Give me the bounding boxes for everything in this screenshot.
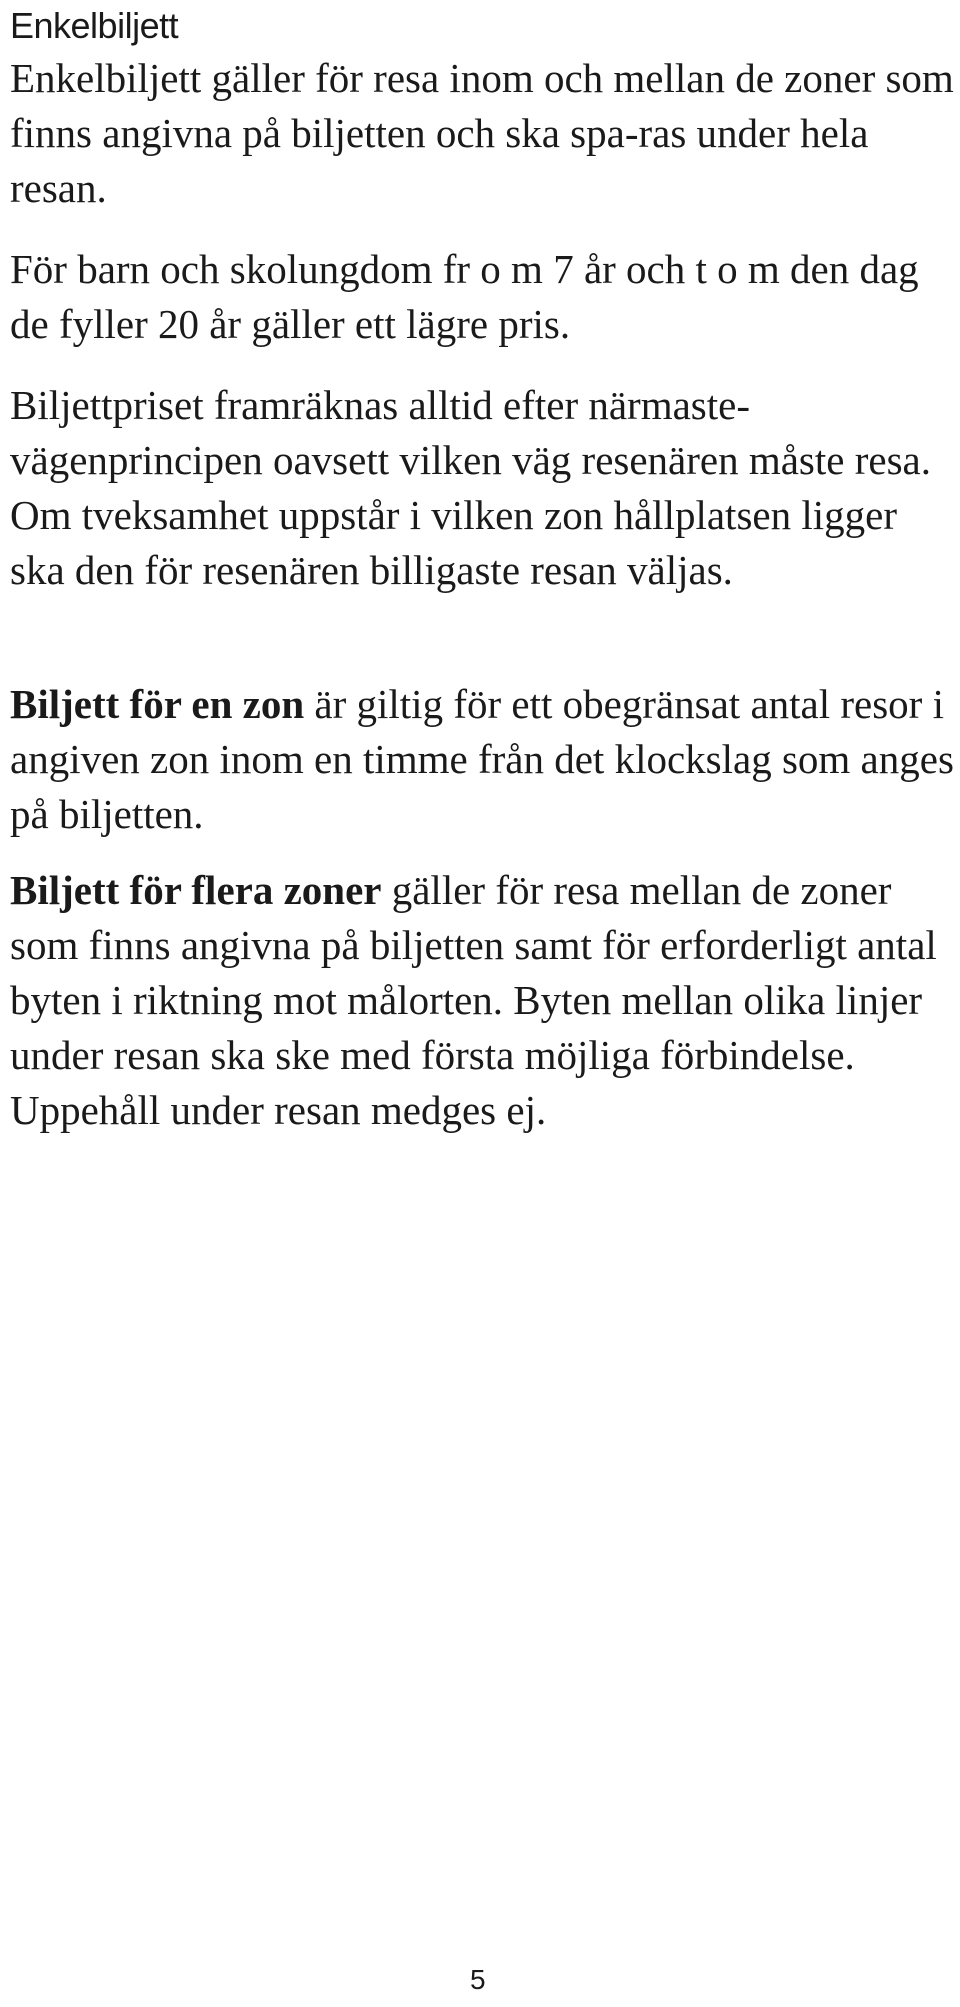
multi-zone-ticket-term: Biljett för flera zoner [10,867,382,913]
one-zone-ticket-term: Biljett för en zon [10,681,305,727]
paragraph-price-calculation: Biljettpriset framräknas alltid efter närmaste-vägenprincipen oavsett vilken väg resenären måste resa. Om tveksamhet uppstår i vilken zon hållplatsen ligger ska den för resenären billigaste resan väljas. [10,382,931,593]
paragraph-one-zone-ticket [10,677,955,842]
section-heading: Enkelbiljett [10,5,179,46]
one-zone-ticket-description: är giltig för ett obegränsat antal resor i angiven zon inom en timme från det klockslag som anges på biljetten. [10,681,954,837]
paragraph-single-ticket-zones: Enkelbiljett gäller för resa inom och mellan de zoner som finns angivna på biljetten och ska spa-ras under hela resan. [10,55,954,211]
multi-zone-ticket-description: gäller för resa mellan de zoner som finns angivna på biljetten samt för erforderligt antal byten i riktning mot målorten. Byten mellan olika linjer under resan ska ske med första möjliga förbindelse. Uppehåll under resan medges ej. [10,867,937,1133]
paragraph-child-price: För barn och skolungdom fr o m 7 år och t o m den dag de fyller 20 år gäller ett lägre pris. [10,246,919,347]
page-number: 5 [470,1964,486,1995]
paragraph-multi-zone-ticket [10,863,955,1138]
